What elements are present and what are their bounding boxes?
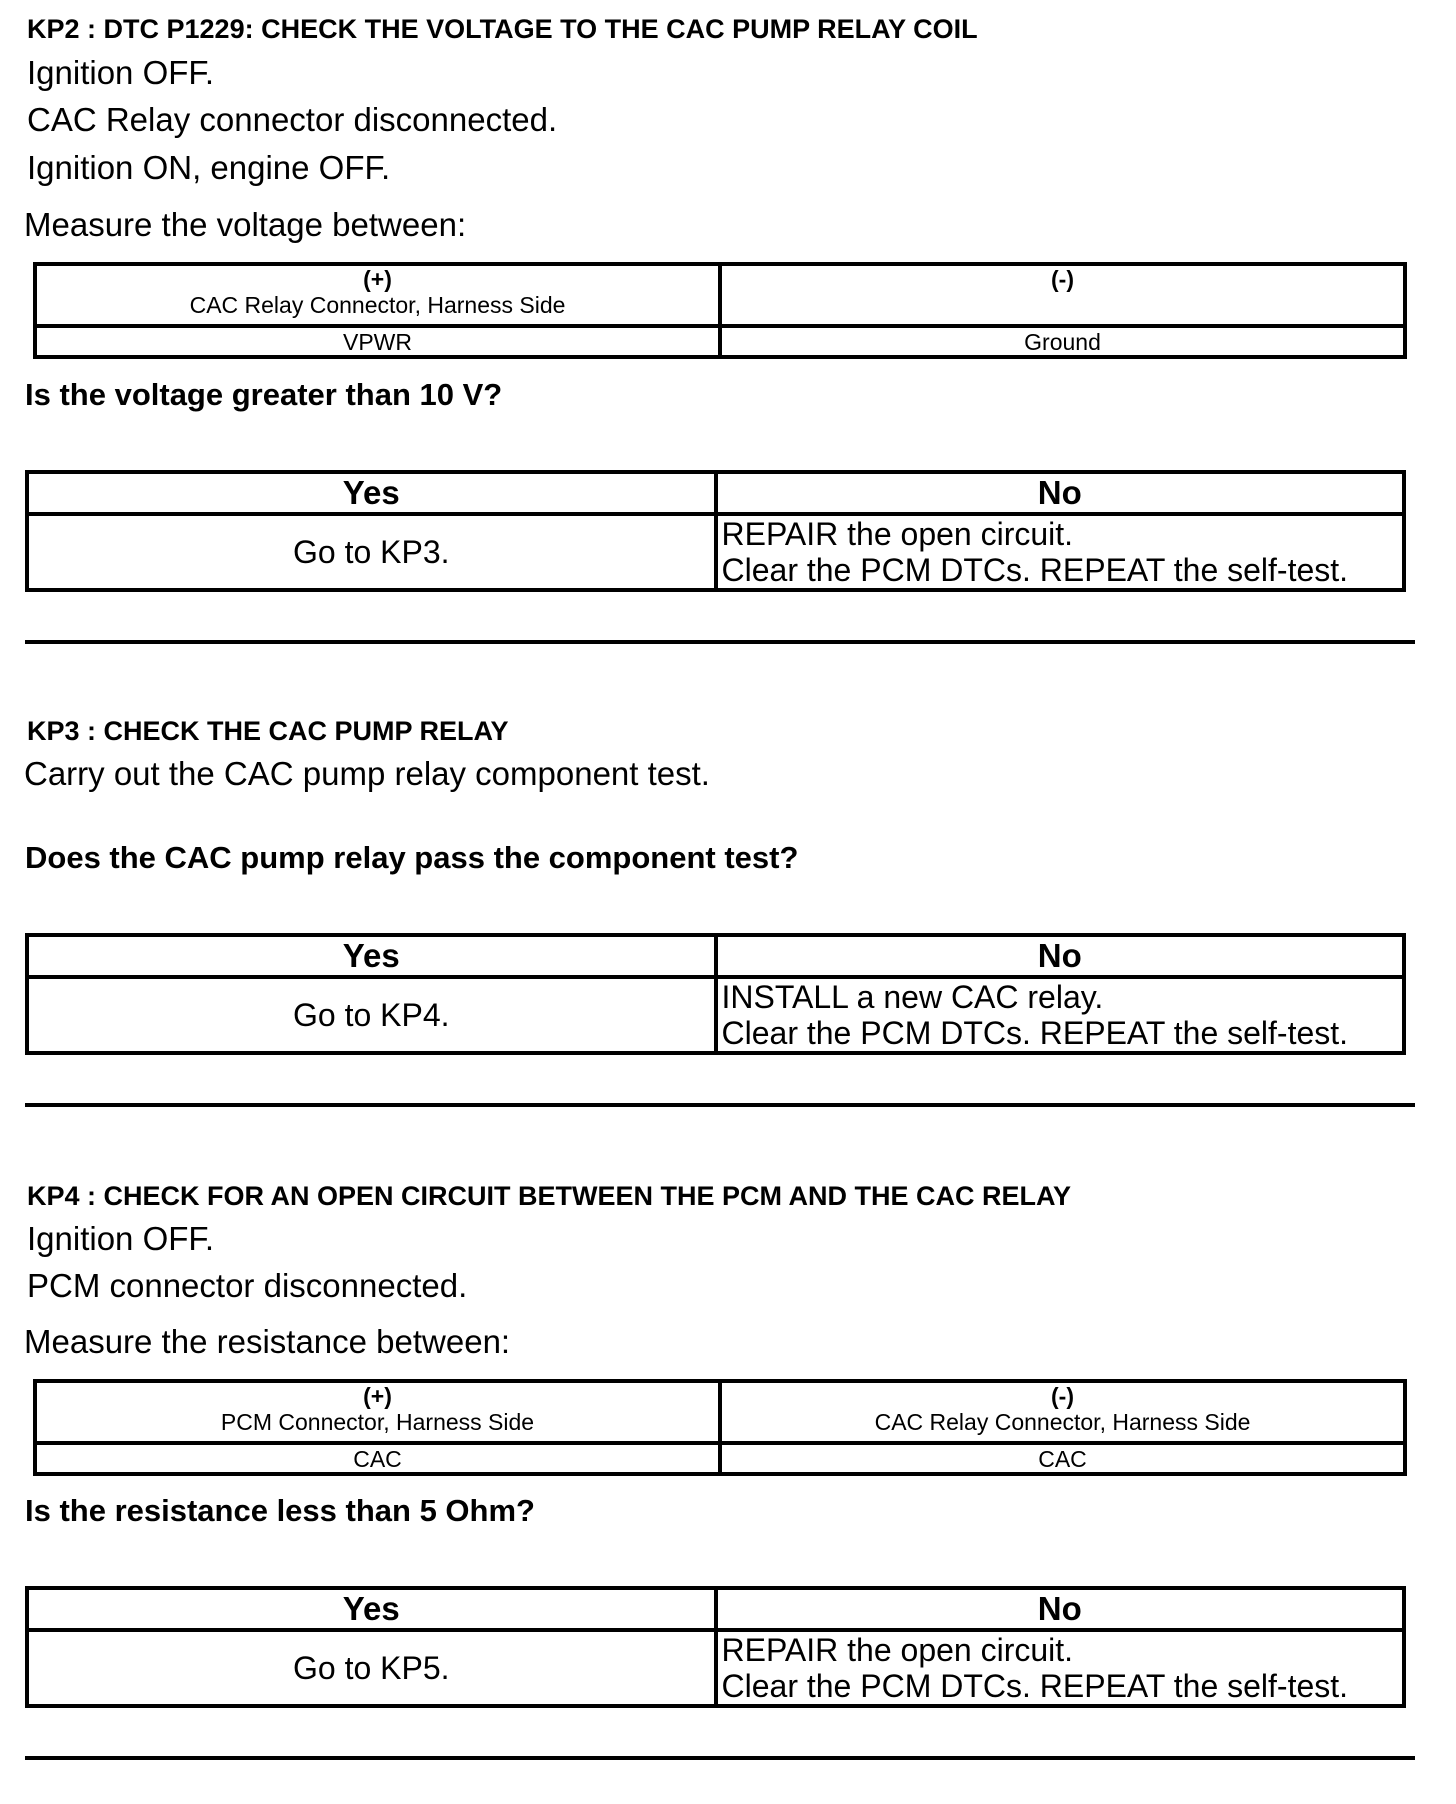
kp4-minus-cell bbox=[720, 1381, 1405, 1443]
kp2-measure-label: Measure the voltage between: bbox=[24, 206, 467, 243]
kp2-plus-symbol: (+) bbox=[363, 266, 392, 292]
kp4-minus-value: CAC bbox=[720, 1443, 1405, 1474]
kp4-step-2: PCM connector disconnected. bbox=[27, 1267, 468, 1304]
kp2-yes-header: Yes bbox=[27, 472, 716, 514]
kp3-yes-header: Yes bbox=[27, 935, 716, 977]
kp4-plus-symbol: (+) bbox=[363, 1383, 392, 1409]
kp2-no-header: No bbox=[716, 472, 1405, 514]
kp4-no-header: No bbox=[716, 1588, 1405, 1630]
kp2-step-1: Ignition OFF. bbox=[27, 54, 215, 91]
kp4-result-table bbox=[25, 1586, 1406, 1708]
kp2-plus-cell bbox=[35, 264, 720, 326]
kp4-no-line-1: REPAIR the open circuit. bbox=[721, 1632, 1074, 1668]
kp4-plus-value: CAC bbox=[35, 1443, 720, 1474]
kp3-no-action bbox=[716, 977, 1405, 1053]
kp2-measurement-table bbox=[33, 262, 1407, 359]
kp4-step-1: Ignition OFF. bbox=[27, 1220, 215, 1257]
kp2-step-3: Ignition ON, engine OFF. bbox=[27, 149, 391, 186]
kp4-yes-action: Go to KP5. bbox=[27, 1630, 716, 1706]
kp2-no-action bbox=[716, 514, 1405, 590]
kp4-title: KP4 : CHECK FOR AN OPEN CIRCUIT BETWEEN THE PCM AND THE CAC RELAY bbox=[27, 1181, 1072, 1211]
kp4-measurement-table bbox=[33, 1379, 1407, 1476]
kp2-minus-cell bbox=[720, 264, 1405, 326]
kp3-no-line-2: Clear the PCM DTCs. REPEAT the self-test. bbox=[721, 1015, 1349, 1051]
kp3-result-table bbox=[25, 933, 1406, 1055]
kp4-minus-desc: CAC Relay Connector, Harness Side bbox=[874, 1409, 1251, 1435]
kp2-minus-value: Ground bbox=[720, 326, 1405, 357]
section-divider bbox=[25, 1103, 1415, 1107]
kp2-minus-symbol: (-) bbox=[1051, 266, 1074, 292]
kp4-measure-label: Measure the resistance between: bbox=[24, 1323, 511, 1360]
kp4-plus-cell bbox=[35, 1381, 720, 1443]
kp2-plus-desc: CAC Relay Connector, Harness Side bbox=[189, 292, 566, 318]
kp2-no-line-2: Clear the PCM DTCs. REPEAT the self-test. bbox=[721, 552, 1349, 588]
section-divider bbox=[25, 640, 1415, 644]
kp3-no-line-1: INSTALL a new CAC relay. bbox=[721, 979, 1104, 1015]
kp3-question: Does the CAC pump relay pass the component test? bbox=[25, 840, 799, 875]
kp4-yes-header: Yes bbox=[27, 1588, 716, 1630]
kp4-no-line-2: Clear the PCM DTCs. REPEAT the self-test. bbox=[721, 1668, 1349, 1704]
kp2-title: KP2 : DTC P1229: CHECK THE VOLTAGE TO THE CAC PUMP RELAY COIL bbox=[27, 14, 978, 44]
kp4-no-action bbox=[716, 1630, 1405, 1706]
kp2-plus-value: VPWR bbox=[35, 326, 720, 357]
kp2-question: Is the voltage greater than 10 V? bbox=[25, 377, 503, 412]
kp4-minus-symbol: (-) bbox=[1051, 1383, 1074, 1409]
kp2-no-line-1: REPAIR the open circuit. bbox=[721, 516, 1074, 552]
kp3-title: KP3 : CHECK THE CAC PUMP RELAY bbox=[27, 716, 509, 746]
section-divider bbox=[25, 1756, 1415, 1760]
kp3-step-1: Carry out the CAC pump relay component test. bbox=[24, 755, 710, 792]
kp4-plus-desc: PCM Connector, Harness Side bbox=[220, 1409, 535, 1435]
kp2-result-table bbox=[25, 470, 1406, 592]
kp4-question: Is the resistance less than 5 Ohm? bbox=[25, 1493, 535, 1528]
kp2-step-2: CAC Relay connector disconnected. bbox=[27, 101, 558, 138]
kp2-yes-action: Go to KP3. bbox=[27, 514, 716, 590]
kp3-yes-action: Go to KP4. bbox=[27, 977, 716, 1053]
kp3-no-header: No bbox=[716, 935, 1405, 977]
